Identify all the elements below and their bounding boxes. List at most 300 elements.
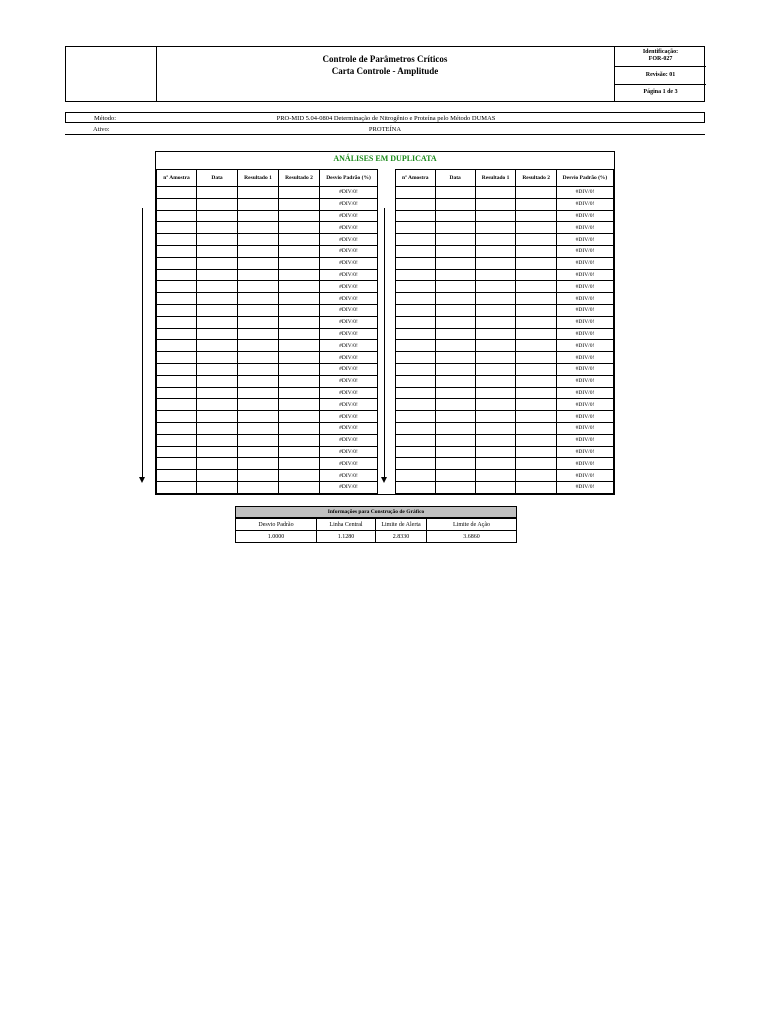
date-cell[interactable] bbox=[435, 422, 475, 434]
result-1-cell[interactable] bbox=[238, 458, 279, 470]
date-cell[interactable] bbox=[197, 328, 238, 340]
result-1-cell[interactable] bbox=[475, 399, 516, 411]
table-row bbox=[157, 458, 378, 470]
date-cell[interactable] bbox=[197, 434, 238, 446]
table-row bbox=[396, 210, 614, 222]
date-cell[interactable] bbox=[197, 375, 238, 387]
table-row bbox=[396, 340, 614, 352]
table-row bbox=[157, 422, 378, 434]
date-cell[interactable] bbox=[435, 269, 475, 281]
result-2-cell[interactable] bbox=[279, 328, 320, 340]
document-title bbox=[156, 47, 614, 101]
result-2-cell[interactable] bbox=[279, 257, 320, 269]
table-row bbox=[396, 481, 614, 493]
std-deviation-cell: #DIV/0! bbox=[320, 434, 378, 446]
result-1-cell[interactable] bbox=[475, 363, 516, 375]
result-2-cell[interactable] bbox=[279, 281, 320, 293]
result-2-cell[interactable] bbox=[516, 399, 557, 411]
result-1-cell[interactable] bbox=[238, 198, 279, 210]
revision-cell: Revisão: 01 bbox=[615, 67, 706, 85]
date-cell[interactable] bbox=[197, 269, 238, 281]
result-2-cell[interactable] bbox=[516, 481, 557, 493]
result-2-cell[interactable] bbox=[279, 446, 320, 458]
sample-number-cell[interactable] bbox=[396, 293, 436, 305]
sample-number-cell[interactable] bbox=[157, 328, 197, 340]
result-2-cell[interactable] bbox=[279, 304, 320, 316]
sample-number-cell[interactable] bbox=[157, 375, 197, 387]
table-header-row bbox=[157, 170, 378, 187]
table-row bbox=[396, 187, 614, 199]
table-row bbox=[396, 198, 614, 210]
sample-number-cell[interactable] bbox=[396, 470, 436, 482]
identification-label: Identificação: bbox=[642, 49, 679, 55]
date-cell[interactable] bbox=[435, 257, 475, 269]
date-cell[interactable] bbox=[435, 340, 475, 352]
sample-number-cell[interactable] bbox=[157, 187, 197, 199]
date-cell[interactable] bbox=[435, 363, 475, 375]
sample-number-cell[interactable] bbox=[396, 245, 436, 257]
result-2-cell[interactable] bbox=[516, 269, 557, 281]
result-1-cell[interactable] bbox=[475, 352, 516, 364]
result-2-cell[interactable] bbox=[516, 257, 557, 269]
table-row bbox=[157, 281, 378, 293]
result-2-cell[interactable] bbox=[279, 434, 320, 446]
date-cell[interactable] bbox=[435, 352, 475, 364]
table-row bbox=[157, 198, 378, 210]
result-2-cell[interactable] bbox=[516, 340, 557, 352]
active-value: PROTEÍNA bbox=[368, 126, 402, 133]
table-row bbox=[396, 399, 614, 411]
std-deviation-cell: #DIV/0! bbox=[320, 340, 378, 352]
result-2-cell[interactable] bbox=[279, 470, 320, 482]
duplicate-table-left bbox=[156, 169, 378, 494]
result-1-cell[interactable] bbox=[238, 316, 279, 328]
date-cell[interactable] bbox=[435, 293, 475, 305]
result-1-cell[interactable] bbox=[238, 234, 279, 246]
sample-number-cell[interactable] bbox=[157, 316, 197, 328]
result-1-cell[interactable] bbox=[475, 269, 516, 281]
left-arrow-head-icon bbox=[139, 477, 145, 483]
date-cell[interactable] bbox=[197, 363, 238, 375]
result-1-cell[interactable] bbox=[238, 304, 279, 316]
sample-number-cell[interactable] bbox=[396, 411, 436, 423]
sample-number-cell[interactable] bbox=[396, 375, 436, 387]
sample-number-cell[interactable] bbox=[157, 269, 197, 281]
table-row bbox=[157, 293, 378, 305]
std-deviation-cell: #DIV/0! bbox=[556, 328, 613, 340]
result-2-cell[interactable] bbox=[516, 222, 557, 234]
std-deviation-cell: #DIV/0! bbox=[320, 387, 378, 399]
result-1-cell[interactable] bbox=[475, 210, 516, 222]
date-cell[interactable] bbox=[435, 481, 475, 493]
result-2-cell[interactable] bbox=[516, 245, 557, 257]
sample-number-cell[interactable] bbox=[157, 198, 197, 210]
result-1-cell[interactable] bbox=[475, 458, 516, 470]
sample-number-cell[interactable] bbox=[396, 352, 436, 364]
sample-number-cell[interactable] bbox=[396, 422, 436, 434]
result-2-cell[interactable] bbox=[516, 281, 557, 293]
result-1-cell[interactable] bbox=[238, 281, 279, 293]
result-2-cell[interactable] bbox=[516, 422, 557, 434]
result-2-cell[interactable] bbox=[516, 458, 557, 470]
col-std-deviation: Desvio Padrão (%) bbox=[556, 170, 613, 187]
result-1-cell[interactable] bbox=[475, 245, 516, 257]
table-row bbox=[396, 411, 614, 423]
result-1-cell[interactable] bbox=[475, 293, 516, 305]
std-deviation-cell: #DIV/0! bbox=[320, 198, 378, 210]
date-cell[interactable] bbox=[435, 281, 475, 293]
result-2-cell[interactable] bbox=[279, 387, 320, 399]
date-cell[interactable] bbox=[197, 446, 238, 458]
sample-number-cell[interactable] bbox=[396, 399, 436, 411]
action-limit-value: 3.6860 bbox=[427, 531, 517, 543]
result-1-cell[interactable] bbox=[238, 210, 279, 222]
sample-number-cell[interactable] bbox=[157, 293, 197, 305]
sample-number-cell[interactable] bbox=[396, 387, 436, 399]
date-cell[interactable] bbox=[197, 422, 238, 434]
result-1-cell[interactable] bbox=[238, 245, 279, 257]
result-2-cell[interactable] bbox=[516, 198, 557, 210]
col-sample-number: nº Amostra bbox=[396, 170, 436, 187]
std-deviation-cell: #DIV/0! bbox=[556, 470, 613, 482]
result-1-cell[interactable] bbox=[238, 411, 279, 423]
sample-number-cell[interactable] bbox=[396, 281, 436, 293]
sample-number-cell[interactable] bbox=[396, 363, 436, 375]
table-header-row bbox=[396, 170, 614, 187]
date-cell[interactable] bbox=[435, 245, 475, 257]
std-deviation-cell: #DIV/0! bbox=[556, 269, 613, 281]
identification-cell bbox=[615, 47, 706, 67]
result-2-cell[interactable] bbox=[279, 481, 320, 493]
identification-value: FOR-027 bbox=[648, 56, 673, 62]
std-deviation-cell: #DIV/0! bbox=[556, 281, 613, 293]
result-1-cell[interactable] bbox=[238, 446, 279, 458]
std-deviation-cell: #DIV/0! bbox=[556, 399, 613, 411]
result-2-cell[interactable] bbox=[516, 234, 557, 246]
result-2-cell[interactable] bbox=[516, 352, 557, 364]
result-1-cell[interactable] bbox=[238, 481, 279, 493]
sample-number-cell[interactable] bbox=[396, 340, 436, 352]
sample-number-cell[interactable] bbox=[157, 234, 197, 246]
result-1-cell[interactable] bbox=[238, 328, 279, 340]
result-1-cell[interactable] bbox=[475, 481, 516, 493]
action-limit-header: Limite de Ação bbox=[427, 519, 517, 531]
table-row bbox=[396, 222, 614, 234]
result-2-cell[interactable] bbox=[279, 187, 320, 199]
sample-number-cell[interactable] bbox=[157, 399, 197, 411]
table-row bbox=[157, 352, 378, 364]
sample-number-cell[interactable] bbox=[157, 340, 197, 352]
std-deviation-cell: #DIV/0! bbox=[320, 281, 378, 293]
col-result-2: Resultado 2 bbox=[279, 170, 320, 187]
table-row bbox=[157, 210, 378, 222]
std-deviation-cell: #DIV/0! bbox=[556, 257, 613, 269]
sample-number-cell[interactable] bbox=[157, 352, 197, 364]
date-cell[interactable] bbox=[435, 375, 475, 387]
std-deviation-cell: #DIV/0! bbox=[320, 363, 378, 375]
table-row bbox=[157, 375, 378, 387]
result-2-cell[interactable] bbox=[279, 422, 320, 434]
result-1-cell[interactable] bbox=[475, 411, 516, 423]
date-cell[interactable] bbox=[435, 234, 475, 246]
std-deviation-cell: #DIV/0! bbox=[556, 352, 613, 364]
std-deviation-cell: #DIV/0! bbox=[556, 411, 613, 423]
std-deviation-cell: #DIV/0! bbox=[320, 446, 378, 458]
sample-number-cell[interactable] bbox=[396, 210, 436, 222]
date-cell[interactable] bbox=[197, 411, 238, 423]
std-deviation-cell: #DIV/0! bbox=[320, 470, 378, 482]
result-2-cell[interactable] bbox=[516, 375, 557, 387]
date-cell[interactable] bbox=[197, 340, 238, 352]
date-cell[interactable] bbox=[197, 222, 238, 234]
sample-number-cell[interactable] bbox=[157, 458, 197, 470]
left-arrow-line bbox=[142, 208, 143, 478]
result-1-cell[interactable] bbox=[475, 316, 516, 328]
sample-number-cell[interactable] bbox=[396, 458, 436, 470]
result-1-cell[interactable] bbox=[475, 304, 516, 316]
result-2-cell[interactable] bbox=[516, 187, 557, 199]
std-deviation-cell: #DIV/0! bbox=[320, 304, 378, 316]
date-cell[interactable] bbox=[435, 458, 475, 470]
result-2-cell[interactable] bbox=[279, 316, 320, 328]
date-cell[interactable] bbox=[197, 316, 238, 328]
date-cell[interactable] bbox=[197, 257, 238, 269]
date-cell[interactable] bbox=[435, 399, 475, 411]
sample-number-cell[interactable] bbox=[157, 481, 197, 493]
result-1-cell[interactable] bbox=[238, 340, 279, 352]
sample-number-cell[interactable] bbox=[396, 434, 436, 446]
date-cell[interactable] bbox=[197, 399, 238, 411]
table-row bbox=[157, 234, 378, 246]
std-deviation-cell: #DIV/0! bbox=[556, 375, 613, 387]
result-2-cell[interactable] bbox=[516, 293, 557, 305]
sample-number-cell[interactable] bbox=[157, 422, 197, 434]
sample-number-cell[interactable] bbox=[157, 304, 197, 316]
date-cell[interactable] bbox=[435, 304, 475, 316]
date-cell[interactable] bbox=[197, 210, 238, 222]
result-2-cell[interactable] bbox=[516, 411, 557, 423]
sample-number-cell[interactable] bbox=[157, 257, 197, 269]
std-deviation-cell: #DIV/0! bbox=[556, 198, 613, 210]
result-1-cell[interactable] bbox=[238, 187, 279, 199]
sample-number-cell[interactable] bbox=[157, 245, 197, 257]
chart-info-section bbox=[235, 506, 517, 543]
result-2-cell[interactable] bbox=[279, 352, 320, 364]
result-1-cell[interactable] bbox=[238, 293, 279, 305]
table-row bbox=[396, 434, 614, 446]
table-row bbox=[157, 411, 378, 423]
date-cell[interactable] bbox=[197, 234, 238, 246]
date-cell[interactable] bbox=[435, 434, 475, 446]
result-1-cell[interactable] bbox=[475, 257, 516, 269]
result-1-cell[interactable] bbox=[475, 446, 516, 458]
active-row bbox=[65, 124, 705, 135]
table-row bbox=[157, 222, 378, 234]
result-2-cell[interactable] bbox=[279, 222, 320, 234]
result-1-cell[interactable] bbox=[238, 399, 279, 411]
result-2-cell[interactable] bbox=[516, 363, 557, 375]
date-cell[interactable] bbox=[197, 198, 238, 210]
result-1-cell[interactable] bbox=[238, 257, 279, 269]
result-1-cell[interactable] bbox=[475, 234, 516, 246]
result-2-cell[interactable] bbox=[279, 411, 320, 423]
date-cell[interactable] bbox=[435, 198, 475, 210]
result-1-cell[interactable] bbox=[475, 387, 516, 399]
sample-number-cell[interactable] bbox=[396, 328, 436, 340]
std-deviation-cell: #DIV/0! bbox=[320, 352, 378, 364]
result-1-cell[interactable] bbox=[238, 352, 279, 364]
result-1-cell[interactable] bbox=[238, 375, 279, 387]
std-deviation-cell: #DIV/0! bbox=[556, 210, 613, 222]
result-1-cell[interactable] bbox=[475, 187, 516, 199]
std-deviation-cell: #DIV/0! bbox=[320, 411, 378, 423]
central-line-value: 1.1280 bbox=[317, 531, 376, 543]
sample-number-cell[interactable] bbox=[396, 222, 436, 234]
result-2-cell[interactable] bbox=[516, 328, 557, 340]
sample-number-cell[interactable] bbox=[157, 363, 197, 375]
result-1-cell[interactable] bbox=[475, 375, 516, 387]
date-cell[interactable] bbox=[197, 387, 238, 399]
std-deviation-cell: #DIV/0! bbox=[320, 293, 378, 305]
sample-number-cell[interactable] bbox=[157, 222, 197, 234]
method-value: PRO-MID 5.04-0804 Determinação de Nitrogênio e Proteína pelo Método DUMAS bbox=[276, 115, 496, 122]
std-deviation-header: Desvio Padrão bbox=[236, 519, 317, 531]
result-1-cell[interactable] bbox=[238, 387, 279, 399]
result-2-cell[interactable] bbox=[279, 363, 320, 375]
date-cell[interactable] bbox=[197, 245, 238, 257]
sample-number-cell[interactable] bbox=[396, 316, 436, 328]
sample-number-cell[interactable] bbox=[396, 481, 436, 493]
sample-number-cell[interactable] bbox=[157, 411, 197, 423]
sample-number-cell[interactable] bbox=[157, 446, 197, 458]
result-2-cell[interactable] bbox=[516, 316, 557, 328]
date-cell[interactable] bbox=[435, 210, 475, 222]
sample-number-cell[interactable] bbox=[396, 446, 436, 458]
std-deviation-cell: #DIV/0! bbox=[556, 222, 613, 234]
table-row bbox=[396, 269, 614, 281]
result-2-cell[interactable] bbox=[516, 387, 557, 399]
result-1-cell[interactable] bbox=[238, 422, 279, 434]
result-1-cell[interactable] bbox=[475, 198, 516, 210]
sample-number-cell[interactable] bbox=[396, 234, 436, 246]
std-deviation-cell: #DIV/0! bbox=[556, 340, 613, 352]
date-cell[interactable] bbox=[435, 316, 475, 328]
result-2-cell[interactable] bbox=[516, 304, 557, 316]
date-cell[interactable] bbox=[197, 352, 238, 364]
result-2-cell[interactable] bbox=[279, 458, 320, 470]
date-cell[interactable] bbox=[435, 411, 475, 423]
result-1-cell[interactable] bbox=[238, 434, 279, 446]
result-1-cell[interactable] bbox=[475, 434, 516, 446]
alert-limit-header: Limite de Alerta bbox=[376, 519, 427, 531]
result-1-cell[interactable] bbox=[475, 470, 516, 482]
sample-number-cell[interactable] bbox=[157, 281, 197, 293]
sample-number-cell[interactable] bbox=[157, 387, 197, 399]
date-cell[interactable] bbox=[197, 458, 238, 470]
result-1-cell[interactable] bbox=[475, 222, 516, 234]
result-1-cell[interactable] bbox=[475, 340, 516, 352]
std-deviation-cell: #DIV/0! bbox=[320, 210, 378, 222]
result-1-cell[interactable] bbox=[475, 422, 516, 434]
date-cell[interactable] bbox=[197, 187, 238, 199]
result-2-cell[interactable] bbox=[279, 210, 320, 222]
result-2-cell[interactable] bbox=[279, 340, 320, 352]
table-row bbox=[157, 363, 378, 375]
result-2-cell[interactable] bbox=[279, 269, 320, 281]
table-body-left bbox=[157, 187, 378, 494]
sample-number-cell[interactable] bbox=[157, 210, 197, 222]
title-line-1: Controle de Parâmetros Críticos bbox=[322, 54, 448, 64]
table-row bbox=[396, 316, 614, 328]
sample-number-cell[interactable] bbox=[396, 187, 436, 199]
sample-number-cell[interactable] bbox=[396, 269, 436, 281]
document-header bbox=[65, 46, 705, 102]
sample-number-cell[interactable] bbox=[396, 198, 436, 210]
std-deviation-cell: #DIV/0! bbox=[320, 222, 378, 234]
result-2-cell[interactable] bbox=[279, 399, 320, 411]
table-row bbox=[396, 363, 614, 375]
std-deviation-value: 1.0000 bbox=[236, 531, 317, 543]
method-row bbox=[65, 112, 705, 123]
date-cell[interactable] bbox=[435, 387, 475, 399]
date-cell[interactable] bbox=[435, 187, 475, 199]
date-cell[interactable] bbox=[435, 446, 475, 458]
date-cell[interactable] bbox=[197, 293, 238, 305]
sample-number-cell[interactable] bbox=[157, 434, 197, 446]
table-row bbox=[157, 340, 378, 352]
std-deviation-cell: #DIV/0! bbox=[320, 269, 378, 281]
sample-number-cell[interactable] bbox=[396, 304, 436, 316]
result-1-cell[interactable] bbox=[238, 222, 279, 234]
date-cell[interactable] bbox=[197, 470, 238, 482]
date-cell[interactable] bbox=[435, 470, 475, 482]
sample-number-cell[interactable] bbox=[157, 470, 197, 482]
result-2-cell[interactable] bbox=[279, 245, 320, 257]
std-deviation-cell: #DIV/0! bbox=[320, 481, 378, 493]
date-cell[interactable] bbox=[435, 222, 475, 234]
std-deviation-cell: #DIV/0! bbox=[556, 422, 613, 434]
logo-area bbox=[66, 47, 157, 101]
result-2-cell[interactable] bbox=[516, 210, 557, 222]
chart-info-table bbox=[235, 518, 517, 543]
result-2-cell[interactable] bbox=[279, 293, 320, 305]
date-cell[interactable] bbox=[435, 328, 475, 340]
std-deviation-cell: #DIV/0! bbox=[320, 316, 378, 328]
std-deviation-cell: #DIV/0! bbox=[320, 375, 378, 387]
sample-number-cell[interactable] bbox=[396, 257, 436, 269]
col-std-deviation: Desvio Padrão (%) bbox=[320, 170, 378, 187]
result-2-cell[interactable] bbox=[279, 198, 320, 210]
result-1-cell[interactable] bbox=[475, 281, 516, 293]
result-2-cell[interactable] bbox=[516, 470, 557, 482]
result-1-cell[interactable] bbox=[475, 328, 516, 340]
table-row bbox=[157, 446, 378, 458]
page-number-cell: Página 1 de 3 bbox=[643, 89, 678, 95]
result-2-cell[interactable] bbox=[279, 375, 320, 387]
table-row bbox=[157, 387, 378, 399]
date-cell[interactable] bbox=[197, 304, 238, 316]
duplicate-analysis-section bbox=[155, 151, 615, 495]
result-1-cell[interactable] bbox=[238, 269, 279, 281]
result-2-cell[interactable] bbox=[516, 434, 557, 446]
result-1-cell[interactable] bbox=[238, 363, 279, 375]
date-cell[interactable] bbox=[197, 481, 238, 493]
col-result-1: Resultado 1 bbox=[475, 170, 516, 187]
result-2-cell[interactable] bbox=[279, 234, 320, 246]
result-1-cell[interactable] bbox=[238, 470, 279, 482]
date-cell[interactable] bbox=[197, 281, 238, 293]
result-2-cell[interactable] bbox=[516, 446, 557, 458]
